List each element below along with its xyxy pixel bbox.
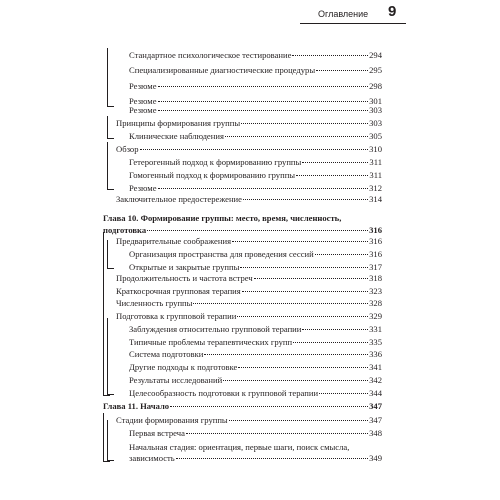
toc-entry[interactable] bbox=[116, 286, 382, 297]
leader-dots bbox=[315, 254, 368, 255]
toc-entry-label: Резюме bbox=[129, 81, 157, 91]
toc-entry-page: 336 bbox=[369, 349, 382, 359]
toc-entry-page: 318 bbox=[369, 273, 382, 283]
toc-entry-page: 314 bbox=[369, 194, 382, 204]
toc-entry-label: Система подготовки bbox=[129, 349, 204, 359]
leader-dots bbox=[237, 316, 368, 317]
toc-entry[interactable] bbox=[116, 311, 382, 322]
toc-entry[interactable] bbox=[129, 428, 382, 439]
toc-entry-label: Резюме bbox=[129, 183, 157, 193]
toc-entry[interactable] bbox=[129, 375, 382, 386]
toc-bracket bbox=[107, 116, 114, 139]
toc-entry-label: Предварительные соображения bbox=[116, 236, 232, 246]
toc-entry[interactable] bbox=[129, 50, 382, 61]
toc-entry[interactable] bbox=[116, 273, 382, 284]
leader-dots bbox=[204, 354, 368, 355]
toc-entry-page: 295 bbox=[369, 65, 382, 75]
toc-entry-page: 311 bbox=[369, 170, 382, 180]
toc-entry-label: Стадии формирования группы bbox=[116, 415, 228, 425]
toc-entry[interactable] bbox=[129, 453, 382, 464]
toc-entry-page: 298 bbox=[369, 81, 382, 91]
leader-dots bbox=[186, 433, 368, 434]
leader-dots bbox=[293, 342, 368, 343]
toc-entry-label: Глава 11. Начало bbox=[103, 401, 170, 411]
toc-entry[interactable] bbox=[116, 144, 382, 155]
toc-bracket bbox=[107, 48, 114, 107]
toc-entry[interactable] bbox=[116, 236, 382, 247]
leader-dots bbox=[316, 70, 368, 71]
leader-dots bbox=[292, 55, 368, 56]
toc-entry-label: Другие подходы к подготовке bbox=[129, 362, 238, 372]
toc-entry[interactable] bbox=[116, 194, 382, 205]
leader-dots bbox=[147, 230, 368, 231]
toc-entry-page: 347 bbox=[369, 401, 382, 411]
leader-dots bbox=[158, 188, 369, 189]
toc-entry-label: зависимость bbox=[129, 453, 175, 463]
leader-dots bbox=[158, 86, 369, 87]
toc-entry-label: Организация пространства для проведения сессий bbox=[129, 249, 314, 259]
toc-entry-page: 344 bbox=[369, 388, 382, 398]
toc-entry-label: Краткосрочная групповая терапия bbox=[116, 286, 241, 296]
leader-dots bbox=[193, 303, 368, 304]
leader-dots bbox=[229, 420, 368, 421]
toc-entry-label: Целесообразность подготовки к групповой терапии bbox=[129, 388, 319, 398]
toc-entry-label: Специализированные диагностические процедуры bbox=[129, 65, 316, 75]
leader-dots bbox=[243, 199, 368, 200]
leader-dots bbox=[241, 123, 368, 124]
toc-bracket bbox=[107, 142, 114, 190]
toc-entry-label: Резюме bbox=[129, 96, 157, 106]
toc-entry-page: 347 bbox=[369, 415, 382, 425]
toc-entry-label: Подготовка к групповой терапии bbox=[116, 311, 237, 321]
toc-entry-page: 331 bbox=[369, 324, 382, 334]
leader-dots bbox=[158, 110, 369, 111]
toc-entry[interactable] bbox=[129, 105, 382, 116]
toc-entry[interactable] bbox=[116, 118, 382, 129]
leader-dots bbox=[170, 406, 368, 407]
toc-entry-page: 305 bbox=[369, 131, 382, 141]
toc-entry-label: Клинические наблюдения bbox=[129, 131, 224, 141]
leader-dots bbox=[232, 241, 368, 242]
toc-bracket bbox=[107, 420, 114, 461]
toc-entry[interactable] bbox=[129, 170, 382, 181]
leader-dots bbox=[238, 367, 368, 368]
toc-entry-label: Резюме bbox=[129, 105, 157, 115]
toc-entry[interactable] bbox=[116, 415, 382, 426]
toc-entry-page: 311 bbox=[369, 157, 382, 167]
toc-entry-label: Стандартное психологическое тестирование bbox=[129, 50, 292, 60]
toc-entry-label: Принципы формирования группы bbox=[116, 118, 241, 128]
toc-entry-page: 323 bbox=[369, 286, 382, 296]
toc-entry[interactable] bbox=[129, 249, 382, 260]
toc-entry[interactable] bbox=[129, 131, 382, 142]
toc-entry-label: Типичные проблемы терапевтических групп bbox=[129, 337, 293, 347]
toc-entry-page: 329 bbox=[369, 311, 382, 321]
header-rule bbox=[300, 23, 406, 24]
toc-entry-label: Обзор bbox=[116, 144, 139, 154]
toc-entry[interactable] bbox=[129, 349, 382, 360]
leader-dots bbox=[302, 162, 368, 163]
toc-entry-page: 303 bbox=[369, 118, 382, 128]
toc-entry-page: 316 bbox=[369, 236, 382, 246]
toc-entry-label: Заключительное предостережение bbox=[116, 194, 242, 204]
leader-dots bbox=[240, 267, 368, 268]
toc-entry-page: 310 bbox=[369, 144, 382, 154]
leader-dots bbox=[176, 458, 368, 459]
leader-dots bbox=[158, 101, 369, 102]
toc-entry-page: 328 bbox=[369, 298, 382, 308]
toc-entry[interactable] bbox=[116, 298, 382, 309]
toc-entry[interactable] bbox=[129, 337, 382, 348]
page-number: 9 bbox=[388, 3, 397, 20]
leader-dots bbox=[319, 393, 368, 394]
toc-entry-label: Открытые и закрытые группы bbox=[129, 262, 240, 272]
toc-entry-label: Заблуждения относительно групповой терапии bbox=[129, 324, 302, 334]
toc-entry-label-line1: Начальная стадия: ориентация, первые шаги, поиск смысла, bbox=[129, 442, 350, 452]
toc-entry-label: Продолжительность и частота встреч bbox=[116, 273, 253, 283]
toc-entry-page: 312 bbox=[369, 183, 382, 193]
toc-entry-page: 316 bbox=[369, 249, 382, 259]
leader-dots bbox=[225, 136, 368, 137]
toc-entry[interactable] bbox=[129, 388, 382, 399]
toc-entry-page: 342 bbox=[369, 375, 382, 385]
toc-entry-page: 317 bbox=[369, 262, 382, 272]
toc-entry[interactable] bbox=[129, 362, 382, 373]
toc-entry-label: Первая встреча bbox=[129, 428, 185, 438]
toc-entry[interactable] bbox=[129, 183, 382, 194]
toc-entry-label: Численность группы bbox=[116, 298, 193, 308]
toc-entry[interactable] bbox=[129, 81, 382, 92]
toc-entry[interactable] bbox=[129, 157, 382, 168]
toc-entry-label: Гетерогенный подход к формированию группы bbox=[129, 157, 302, 167]
toc-entry-page: 335 bbox=[369, 337, 382, 347]
toc-entry-label-line1: Глава 10. Формирование группы: место, время, численность, bbox=[103, 213, 342, 223]
toc-entry[interactable] bbox=[129, 324, 382, 335]
toc-entry-page: 349 bbox=[369, 453, 382, 463]
toc-bracket bbox=[107, 318, 114, 395]
toc-entry-page: 348 bbox=[369, 428, 382, 438]
toc-chapter-entry[interactable] bbox=[103, 401, 382, 412]
toc-entry[interactable] bbox=[129, 65, 382, 76]
toc-entry-page: 303 bbox=[369, 105, 382, 115]
toc-entry-page: 341 bbox=[369, 362, 382, 372]
toc-bracket bbox=[107, 240, 114, 269]
leader-dots bbox=[242, 291, 368, 292]
leader-dots bbox=[254, 278, 368, 279]
leader-dots bbox=[223, 380, 368, 381]
toc-entry[interactable] bbox=[129, 262, 382, 273]
toc-entry-page: 301 bbox=[369, 96, 382, 106]
leader-dots bbox=[302, 329, 368, 330]
toc-chapter-entry[interactable] bbox=[103, 225, 382, 236]
leader-dots bbox=[296, 175, 368, 176]
toc-entry-label: Гомогенный подход к формированию группы bbox=[129, 170, 296, 180]
running-header-title: Оглавление bbox=[318, 9, 369, 19]
leader-dots bbox=[140, 149, 369, 150]
toc-entry-label: подготовка bbox=[103, 225, 147, 235]
toc-entry-label: Результаты исследований bbox=[129, 375, 223, 385]
toc-entry-page: 316 bbox=[369, 225, 382, 235]
toc-entry-page: 294 bbox=[369, 50, 382, 60]
